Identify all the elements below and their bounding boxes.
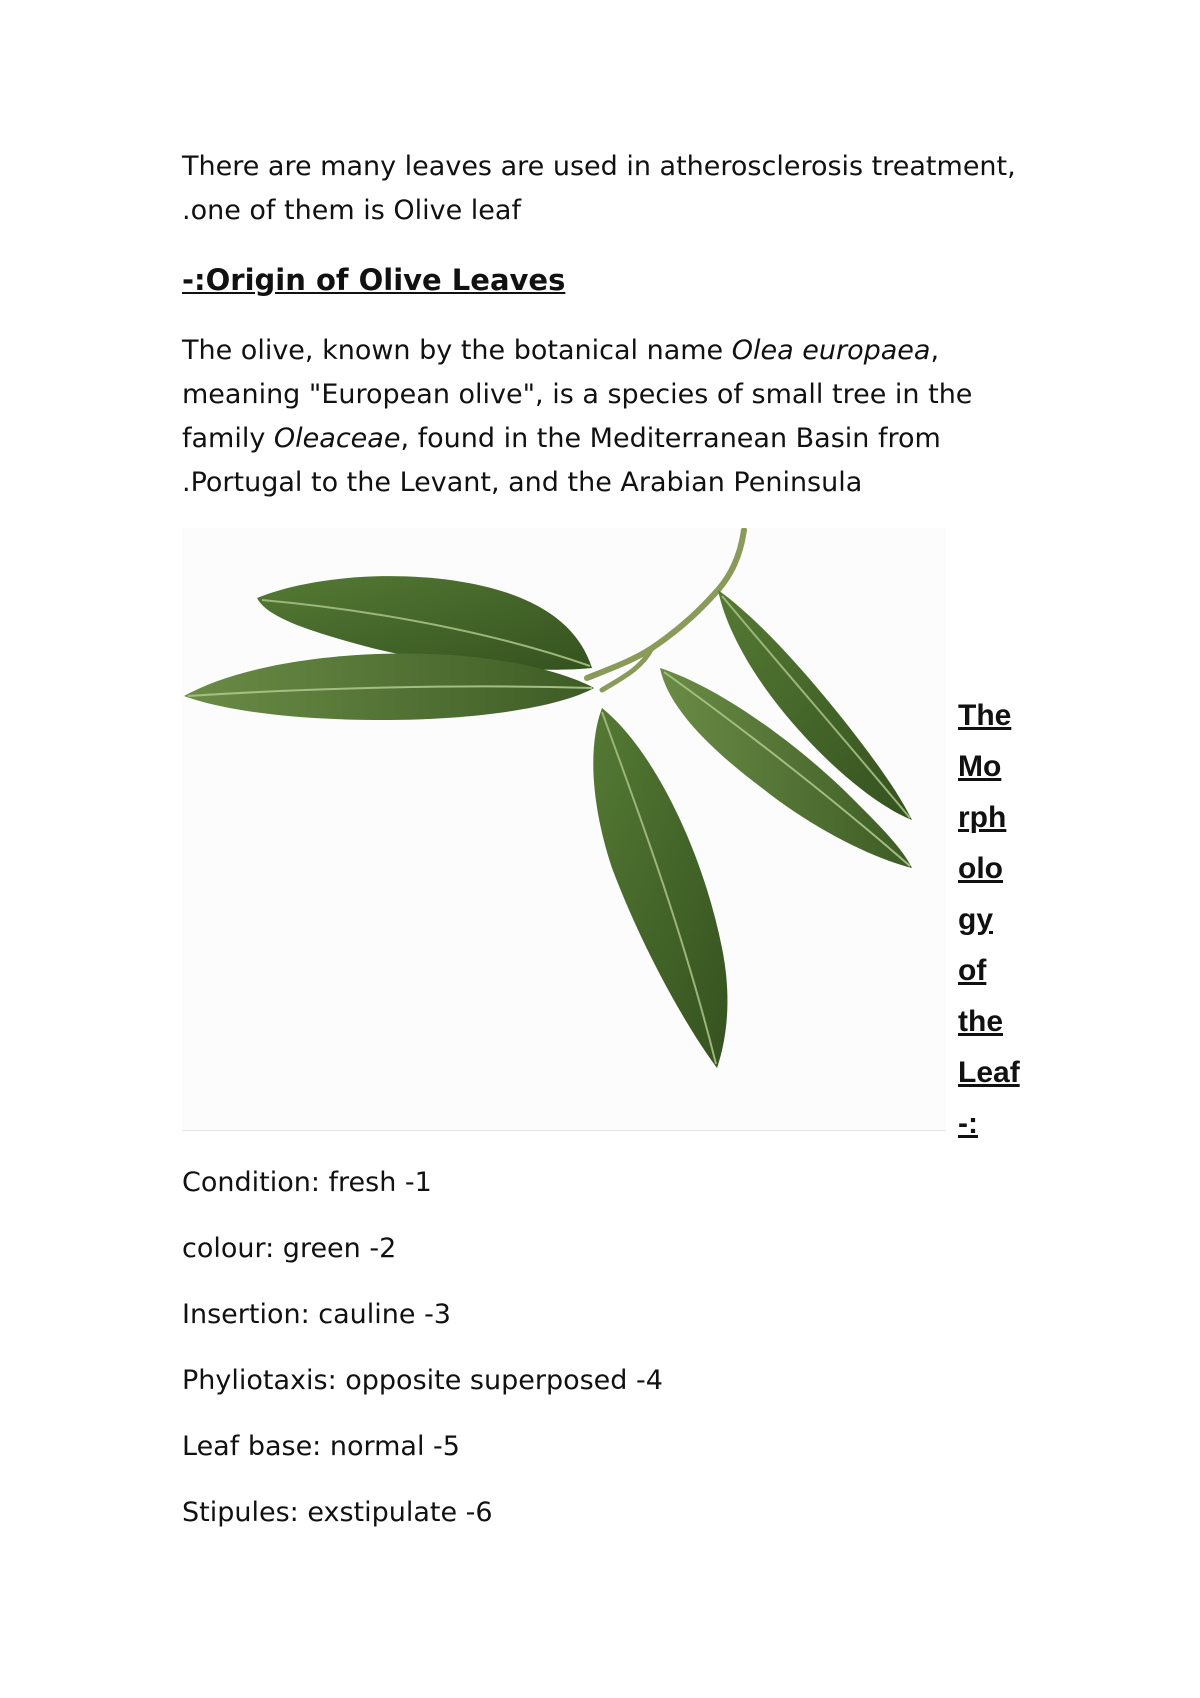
stem bbox=[587, 530, 744, 678]
list-item: Phyliotaxis: opposite superposed -4 bbox=[182, 1365, 663, 1396]
morphology-heading-part: Leaf bbox=[958, 1056, 1020, 1089]
morphology-heading-part: olo bbox=[958, 852, 1003, 885]
morphology-features-list bbox=[182, 1166, 663, 1562]
olive-leaf-image bbox=[182, 528, 946, 1131]
origin-line-1 bbox=[182, 334, 939, 368]
morphology-heading-part: gy bbox=[958, 903, 994, 936]
list-item: Insertion: cauline -3 bbox=[182, 1299, 451, 1330]
list-item: Leaf base: normal -5 bbox=[182, 1431, 460, 1462]
morphology-heading-part: rph bbox=[958, 801, 1007, 834]
olive-branch-illustration bbox=[182, 528, 946, 1130]
list-item: Condition: fresh -1 bbox=[182, 1167, 432, 1198]
morphology-heading-part: Mo bbox=[958, 750, 1002, 783]
origin-line-2: meaning "European olive", is a species of small tree in the bbox=[182, 379, 973, 410]
origin-text: The olive, known by the botanical name bbox=[182, 335, 732, 366]
morphology-heading-part: -: bbox=[958, 1107, 978, 1140]
family-name: Oleaceae bbox=[273, 423, 401, 454]
list-item: colour: green -2 bbox=[182, 1233, 397, 1264]
origin-text: , found in the Mediterranean Basin from bbox=[400, 423, 941, 454]
intro-line-1: There are many leaves are used in atherosclerosis treatment, bbox=[182, 151, 1016, 182]
origin-text: , bbox=[930, 335, 940, 366]
botanical-name: Olea europaea bbox=[731, 335, 931, 366]
origin-heading: -:Origin of Olive Leaves bbox=[182, 263, 566, 297]
morphology-heading-part: the bbox=[958, 1005, 1003, 1038]
morphology-heading-part: of bbox=[958, 954, 987, 987]
list-item: Stipules: exstipulate -6 bbox=[182, 1497, 493, 1528]
morphology-heading bbox=[958, 690, 1038, 1149]
leaf bbox=[593, 708, 727, 1068]
origin-line-3 bbox=[182, 422, 941, 456]
morphology-heading-part: The bbox=[958, 699, 1012, 732]
origin-line-4: .Portugal to the Levant, and the Arabian Peninsula bbox=[182, 467, 863, 498]
origin-text: family bbox=[182, 423, 274, 454]
intro-line-2: .one of them is Olive leaf bbox=[182, 195, 521, 226]
